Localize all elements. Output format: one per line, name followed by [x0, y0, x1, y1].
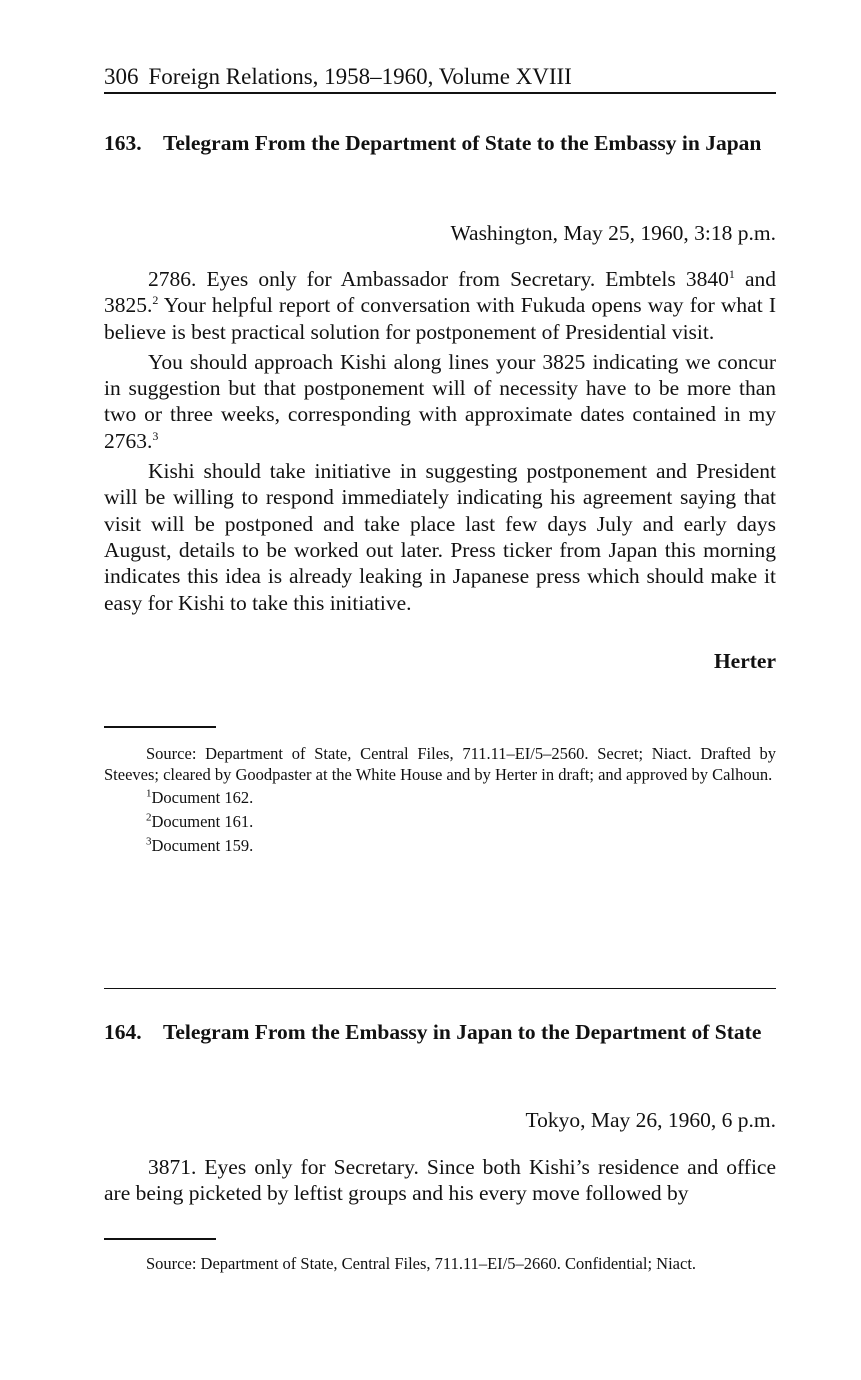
section-divider [104, 988, 776, 989]
doc-163-signature: Herter [713, 649, 776, 673]
running-header [104, 62, 776, 94]
doc-163-title: Telegram From the Department of State to the Embassy in Japan [163, 131, 762, 155]
doc-164-source-note: Source: Department of State, Central Files, 711.11–EI/5–2660. Confidential; Niact. [146, 1254, 697, 1273]
doc-164-dateline: Tokyo, May 26, 1960, 6 p.m. [525, 1108, 776, 1132]
doc-164-number: 164. [104, 1020, 142, 1044]
doc-163-dateline: Washington, May 25, 1960, 3:18 p.m. [450, 221, 776, 245]
doc-163-body [104, 266, 776, 620]
doc-164-title: Telegram From the Embassy in Japan to the Department of State [163, 1020, 762, 1044]
doc-163-heading [104, 130, 776, 157]
doc-163-source-note: Source: Department of State, Central Files, 711.11–EI/5–2560. Secret; Niact. Drafted by Steeves; cleared by Goodpaster at the White House and by Herter in draft; and approved by Calhoun. [104, 744, 776, 784]
footnote-ref-2: 2 [152, 293, 159, 308]
doc-164-body [104, 1154, 776, 1211]
page-number: 306 [104, 64, 139, 89]
doc-163-paragraph-2: You should approach Kishi along lines your 3825 indicating we concur in suggestion but that postponement will of necessity have to be more than two or three weeks, corresponding with approximate dates contained in my 2763.$^3$ [104, 349, 776, 453]
footnote-1: $^1$Document 162. [146, 787, 254, 807]
footnote-ref-1: 1 [728, 266, 735, 281]
doc-163-footnotes [104, 744, 776, 860]
doc-163-paragraph-3: Kishi should take initiative in suggesting postponement and President will be willing to respond immediately indicating his agreement saying that visit will be postponed and take place last few days July and early days August, details to be worked out later. Press ticker from Japan this morning indicates this idea is already leaking in Japanese press which should make it easy for Kishi to take this initiative. [104, 459, 776, 615]
footnote-2: $^2$Document 161. [146, 811, 254, 831]
footnote-ref-3: 3 [152, 428, 159, 443]
doc-163-paragraph-1: 2786. Eyes only for Ambassador from Secretary. Embtels 3840$^1$ and 3825.$^2$ Your helpful report of conversation with Fukuda opens way for what I believe is best practical solution for postponement of Presidential visit. [104, 266, 776, 344]
doc-163-number: 163. [104, 131, 142, 155]
footnote-3: $^3$Document 159. [146, 835, 254, 855]
doc-164-heading [104, 1019, 776, 1046]
doc-164-paragraph-1: 3871. Eyes only for Secretary. Since both Kishi’s residence and office are being picketed by leftist groups and his every move followed by [104, 1155, 776, 1206]
footnote-divider [104, 726, 216, 728]
doc-164-footnotes [104, 1254, 776, 1278]
running-title: Foreign Relations, 1958–1960, Volume XVIII [148, 64, 572, 89]
footnote-divider-164 [104, 1238, 216, 1240]
